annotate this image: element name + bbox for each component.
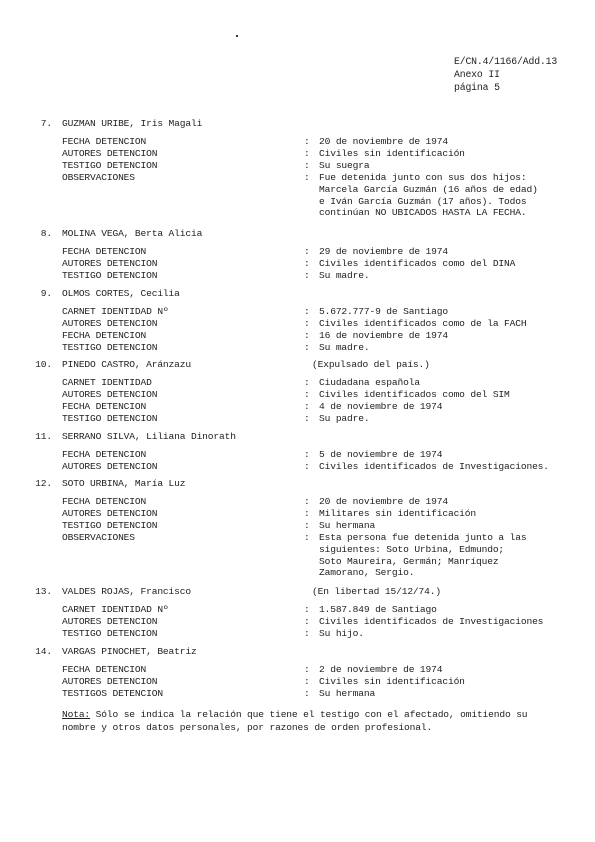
field-colon: : — [304, 531, 310, 543]
field-colon: : — [304, 627, 310, 639]
field-label: FECHA DETENCION — [62, 329, 147, 341]
field-label: AUTORES DETENCION — [62, 507, 158, 519]
field-label: FECHA DETENCION — [62, 246, 147, 257]
footnote-text-1: Sólo se indica la relación que tiene el testigo con el afectado, omitiendo su — [90, 709, 528, 720]
field-value: Marcela García Guzmán (16 años de edad) — [319, 183, 538, 195]
field-colon: : — [304, 400, 310, 412]
field-label: AUTORES DETENCION — [62, 147, 158, 159]
field-colon: : — [304, 687, 310, 699]
person-name: PINEDO CASTRO, Aránzazu — [62, 359, 191, 370]
entry-number: 12. — [35, 478, 52, 489]
field-value: Su hermana — [319, 519, 376, 531]
field-colon: : — [304, 269, 310, 281]
field-label: AUTORES DETENCION — [62, 257, 158, 269]
field-value: continúan NO UBICADOS HASTA LA FECHA. — [319, 207, 527, 219]
field-value: 2 de noviembre de 1974 — [319, 664, 443, 675]
field-label: CARNET IDENTIDAD — [62, 377, 152, 388]
field-label: AUTORES DETENCION — [62, 388, 158, 400]
field-colon: : — [304, 507, 310, 519]
field-value: Civiles identificados de Investigaciones. — [319, 460, 549, 472]
field-colon: : — [304, 159, 310, 171]
entry-number: 9. — [40, 288, 52, 299]
field-colon: : — [304, 329, 310, 341]
field-value: e Iván García Guzmán (17 años). Todos — [319, 195, 527, 207]
field-value: Su hijo. — [319, 627, 364, 639]
field-colon: : — [304, 257, 310, 269]
field-colon: : — [304, 604, 310, 615]
field-label: AUTORES DETENCION — [62, 317, 158, 329]
field-label: FECHA DETENCION — [62, 449, 147, 460]
field-colon: : — [304, 388, 310, 400]
field-label: TESTIGO DETENCION — [62, 627, 158, 639]
field-label: AUTORES DETENCION — [62, 460, 158, 472]
field-colon: : — [304, 449, 310, 460]
footnote-label: Nota: — [62, 709, 91, 720]
field-value: 5.672.777-9 de Santiago — [319, 306, 448, 317]
footnote-line-1 — [62, 709, 527, 720]
field-colon: : — [304, 664, 310, 675]
field-colon: : — [304, 412, 310, 424]
field-label: TESTIGO DETENCION — [62, 519, 158, 531]
field-value: Militares sin identificación — [319, 507, 477, 519]
field-colon: : — [304, 519, 310, 531]
field-label: AUTORES DETENCION — [62, 615, 158, 627]
person-name: VARGAS PINOCHET, Beatriz — [62, 646, 197, 657]
field-value: Su suegra — [319, 159, 370, 171]
field-label: AUTORES DETENCION — [62, 675, 158, 687]
field-value: Esta persona fue detenida junto a las — [319, 531, 527, 543]
field-value: 16 de noviembre de 1974 — [319, 329, 448, 341]
footnote-line-2: nombre y otros datos personales, por razones de orden profesional. — [62, 722, 433, 733]
entry-note: (En libertad 15/12/74.) — [312, 586, 441, 597]
field-value: Civiles sin identificación — [319, 147, 465, 159]
field-value: Su madre. — [319, 269, 370, 281]
field-label: FECHA DETENCION — [62, 664, 147, 675]
field-colon: : — [304, 147, 310, 159]
field-colon: : — [304, 317, 310, 329]
page-label: página 5 — [454, 82, 500, 93]
field-colon: : — [304, 171, 310, 183]
field-value: Soto Maureira, Germán; Manríquez — [319, 555, 499, 567]
entry-number: 13. — [35, 586, 52, 597]
annex-label: Anexo II — [454, 69, 500, 80]
field-label: CARNET IDENTIDAD Nº — [62, 604, 169, 615]
entry-note: (Expulsado del país.) — [312, 359, 430, 370]
field-value: Su madre. — [319, 341, 370, 353]
field-value: 5 de noviembre de 1974 — [319, 449, 443, 460]
field-label: FECHA DETENCION — [62, 136, 147, 147]
field-label: TESTIGOS DETENCION — [62, 687, 163, 699]
field-label: TESTIGO DETENCION — [62, 269, 158, 281]
field-label: TESTIGO DETENCION — [62, 341, 158, 353]
entry-number: 8. — [40, 228, 52, 239]
entry-number: 7. — [40, 118, 52, 129]
person-name: MOLINA VEGA, Berta Alicia — [62, 228, 203, 239]
document-symbol: E/CN.4/1166/Add.13 — [454, 56, 558, 67]
field-label: TESTIGO DETENCION — [62, 412, 158, 424]
field-label: FECHA DETENCION — [62, 496, 147, 507]
field-colon: : — [304, 341, 310, 353]
field-value: Ciudadana española — [319, 377, 420, 388]
field-colon: : — [304, 460, 310, 472]
field-value: siguientes: Soto Urbina, Edmundo; — [319, 543, 505, 555]
person-name: SERRANO SILVA, Liliana Dinorath — [62, 431, 236, 442]
person-name: SOTO URBINA, María Luz — [62, 478, 186, 489]
field-label: FECHA DETENCION — [62, 400, 147, 412]
field-value: 29 de noviembre de 1974 — [319, 246, 448, 257]
field-value: Fue detenida junto con sus dos hijos: — [319, 171, 527, 183]
field-value: 20 de noviembre de 1974 — [319, 496, 448, 507]
field-value: 4 de noviembre de 1974 — [319, 400, 443, 412]
entry-number: 11. — [35, 431, 52, 442]
field-value: Civiles sin identificación — [319, 675, 465, 687]
field-label: OBSERVACIONES — [62, 531, 135, 543]
field-value: Civiles identificados como del SIM — [319, 388, 510, 400]
person-name: GUZMAN URIBE, Iris Magali — [62, 118, 203, 129]
field-colon: : — [304, 496, 310, 507]
field-label: TESTIGO DETENCION — [62, 159, 158, 171]
field-value: Su hermana — [319, 687, 376, 699]
person-name: OLMOS CORTES, Cecilia — [62, 288, 180, 299]
field-value: Civiles identificados como de la FACH — [319, 317, 527, 329]
field-value: Civiles identificados de Investigaciones — [319, 615, 544, 627]
field-colon: : — [304, 136, 310, 147]
field-value: Zamorano, Sergio. — [319, 567, 415, 579]
field-colon: : — [304, 615, 310, 627]
field-value: 1.587.849 de Santiago — [319, 604, 437, 615]
field-value: Su padre. — [319, 412, 370, 424]
field-label: OBSERVACIONES — [62, 171, 135, 183]
field-colon: : — [304, 246, 310, 257]
scan-mark — [236, 35, 238, 37]
field-label: CARNET IDENTIDAD Nº — [62, 306, 169, 317]
entry-number: 10. — [35, 359, 52, 370]
field-colon: : — [304, 377, 310, 388]
field-value: 20 de noviembre de 1974 — [319, 136, 448, 147]
field-colon: : — [304, 306, 310, 317]
person-name: VALDES ROJAS, Francisco — [62, 586, 191, 597]
field-colon: : — [304, 675, 310, 687]
field-value: Civiles identificados como del DINA — [319, 257, 516, 269]
entry-number: 14. — [35, 646, 52, 657]
